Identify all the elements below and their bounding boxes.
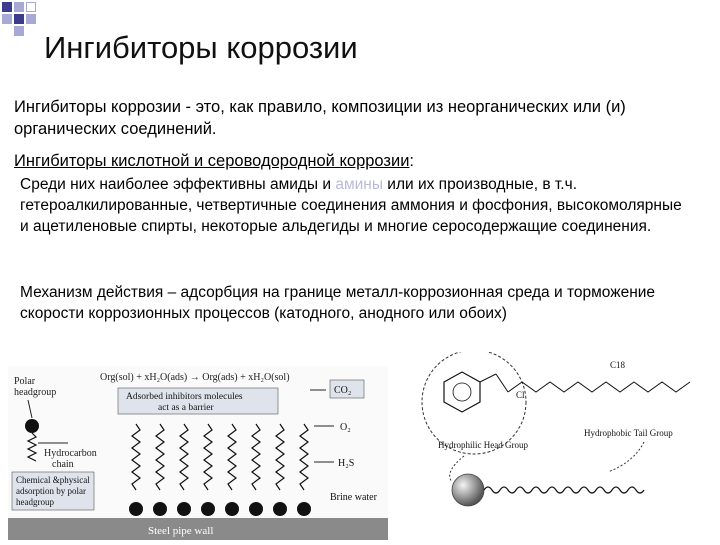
barrier-label-2: act as a barrier <box>158 403 214 413</box>
legend-head-circle <box>25 419 39 433</box>
species-co2: CO₂ <box>334 385 352 396</box>
hydrophilic-head-label: Hydrophilic Head Group <box>438 440 528 450</box>
polar-headgroup-label-2: headgroup <box>14 387 57 398</box>
paragraph-definition: Ингибиторы коррозии - это, как правило, композиции из неорганических или (и) органических соединений. <box>14 98 626 138</box>
paragraph-acid-inhibitors <box>14 150 704 172</box>
head-group-circle <box>422 352 526 454</box>
amines-link[interactable]: амины <box>335 176 383 193</box>
adsorption-diagram <box>8 366 388 540</box>
adsorption-label-1: Chemical &physical <box>16 475 90 485</box>
hydrocarbon-chain-label-1: Hydrocarbon <box>44 448 97 459</box>
cl-label: Cl <box>516 390 525 400</box>
polar-headgroup-label-1: Polar <box>14 376 36 387</box>
tail-squiggle <box>484 487 644 493</box>
species-h2s: H₂S <box>338 458 355 469</box>
hydrocarbon-chain-label-2: chain <box>52 459 74 470</box>
slide-title: Ингибиторы коррозии <box>44 30 358 65</box>
adsorption-label-3: headgroup <box>16 497 54 507</box>
paragraph-mechanism: Механизм действия – адсорбция на границе металл-коррозионная среда и торможение скорости коррозионных процессов (катодного, анодного или обоих) <box>20 284 656 322</box>
acid-inhibitors-heading: Ингибиторы кислотной и сероводородной коррозии <box>14 152 410 170</box>
adsorption-label-2: adsorption by polar <box>16 486 86 496</box>
barrier-label-1: Adsorbed inhibitors molecules <box>126 392 243 402</box>
species-o2: O₂ <box>340 422 351 433</box>
benzene-ring <box>444 372 480 412</box>
c18-label: C18 <box>610 360 626 370</box>
head-sphere <box>452 474 484 506</box>
inhibitor-molecules <box>129 424 311 516</box>
surfactant-structure-diagram <box>404 352 714 532</box>
compounds-text-before: Среди них наиболее эффективны амиды и <box>20 176 336 193</box>
paragraph-effective-compounds <box>20 174 690 237</box>
compounds-text-after: или их производные, в т.ч. гетероалкилированные, четвертичные соединения аммония и фосфония, высокомолярные и ацетиленовые спирты, некоторые альдегиды и многие серосодержащие соединения. <box>20 176 682 235</box>
hydrophobic-tail-label: Hydrophobic Tail Group <box>584 428 673 438</box>
alkyl-chain <box>508 382 690 392</box>
steel-pipe-wall-label: Steel pipe wall <box>148 525 214 537</box>
brine-water-label: Brine water <box>330 492 377 503</box>
acid-inhibitors-colon: : <box>409 152 415 170</box>
reaction-equation: Org(sol) + xH₂O(ads) → Org(ads) + xH₂O(sol) <box>100 372 290 383</box>
